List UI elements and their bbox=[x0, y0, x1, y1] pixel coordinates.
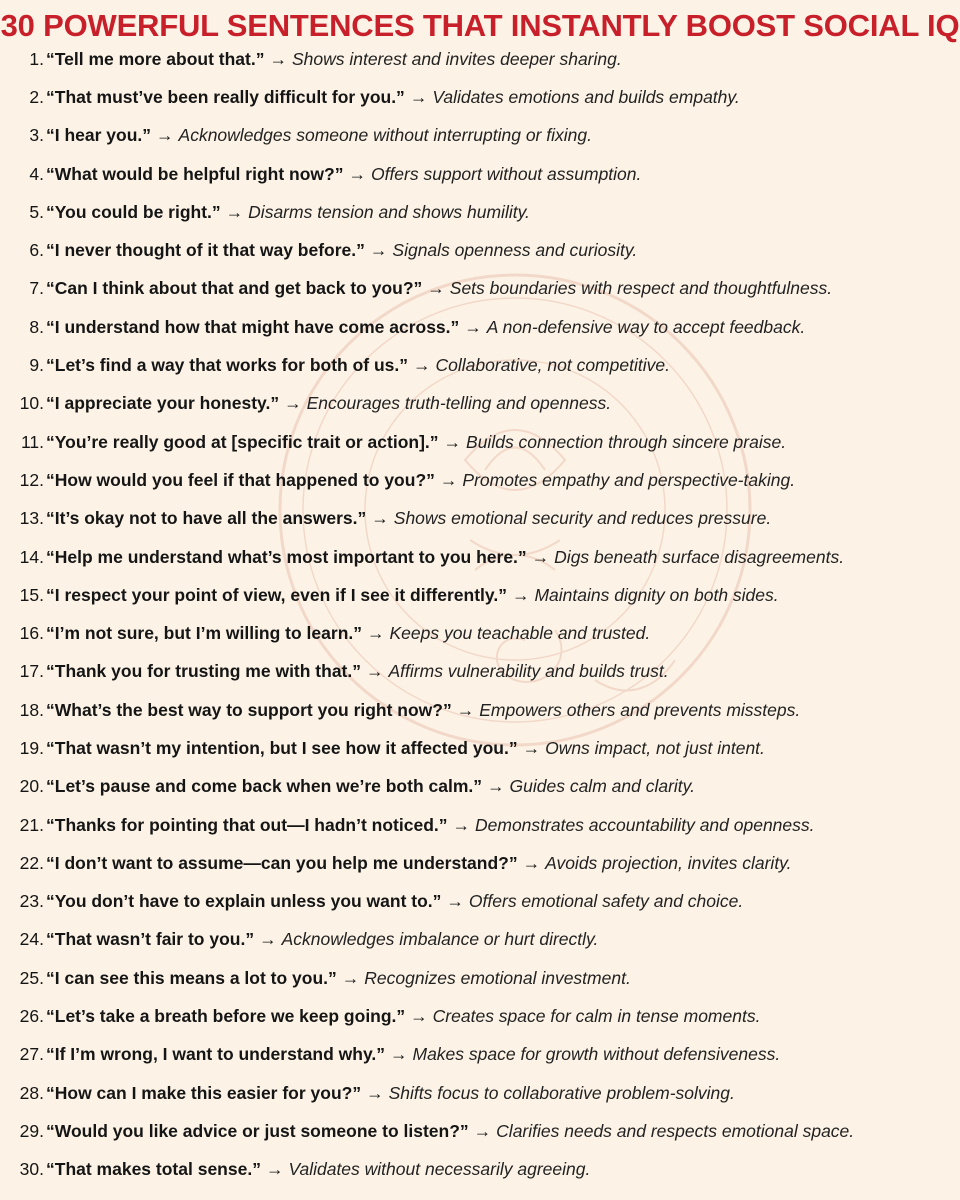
sentence-quote: “Let’s take a breath before we keep going.” bbox=[46, 1006, 406, 1027]
sentence-description: Recognizes emotional investment. bbox=[364, 967, 631, 988]
list-item bbox=[0, 1151, 960, 1189]
arrow-icon: → bbox=[390, 1044, 408, 1065]
arrow-icon: → bbox=[531, 546, 550, 567]
arrow-icon: → bbox=[427, 278, 445, 299]
item-number: 4. bbox=[29, 163, 44, 184]
list-item bbox=[0, 614, 960, 652]
sentence-quote: “I appreciate your honesty.” bbox=[46, 393, 280, 414]
sentence-quote: “I respect your point of view, even if I see it differently.” bbox=[46, 584, 507, 605]
sentence-list bbox=[0, 40, 960, 1189]
item-number: 20. bbox=[19, 776, 44, 797]
sentence-quote: “I understand how that might have come across.” bbox=[46, 316, 460, 337]
item-number: 23. bbox=[19, 891, 44, 912]
arrow-icon: → bbox=[456, 699, 475, 720]
sentence-description: Offers support without assumption. bbox=[370, 163, 642, 184]
sentence-quote: “You don’t have to explain unless you want to.” bbox=[46, 891, 442, 912]
sentence-description: Offers emotional safety and choice. bbox=[468, 891, 744, 912]
sentence-quote: “That wasn’t fair to you.” bbox=[46, 929, 255, 950]
list-item bbox=[0, 768, 960, 806]
item-number: 7. bbox=[29, 278, 44, 299]
list-item bbox=[0, 231, 960, 269]
arrow-icon: → bbox=[367, 623, 385, 644]
list-item bbox=[0, 691, 960, 729]
sentence-quote: “I never thought of it that way before.” bbox=[46, 240, 365, 261]
sentence-quote: “Thank you for trusting me with that.” bbox=[46, 661, 361, 682]
sentence-description: Maintains dignity on both sides. bbox=[534, 584, 779, 605]
item-number: 25. bbox=[19, 967, 44, 988]
arrow-icon: → bbox=[366, 1082, 384, 1103]
arrow-icon: → bbox=[522, 852, 541, 873]
list-item bbox=[0, 78, 960, 116]
list-item bbox=[0, 997, 960, 1035]
sentence-description: Disarms tension and shows humility. bbox=[248, 201, 530, 222]
arrow-icon: → bbox=[348, 163, 366, 184]
list-item bbox=[0, 461, 960, 499]
sentence-quote: “How would you feel if that happened to you?” bbox=[46, 469, 435, 490]
sentence-description: A non-defensive way to accept feedback. bbox=[486, 316, 806, 337]
list-item bbox=[0, 193, 960, 231]
list-item bbox=[0, 844, 960, 882]
list-item bbox=[0, 959, 960, 997]
arrow-icon: → bbox=[464, 316, 482, 337]
sentence-description: Digs beneath surface disagreements. bbox=[554, 546, 845, 567]
item-number: 27. bbox=[19, 1044, 44, 1065]
sentence-quote: “I can see this means a lot to you.” bbox=[46, 967, 337, 988]
arrow-icon: → bbox=[439, 469, 458, 490]
arrow-icon: → bbox=[511, 584, 530, 605]
item-number: 8. bbox=[29, 316, 44, 337]
sentence-quote: “How can I make this easier for you?” bbox=[46, 1082, 362, 1103]
item-number: 1. bbox=[29, 48, 44, 69]
sentence-quote: “I hear you.” bbox=[46, 125, 152, 146]
sentence-description: Acknowledges someone without interrupting or fixing. bbox=[178, 125, 592, 146]
arrow-icon: → bbox=[410, 1006, 428, 1027]
sentence-quote: “I don’t want to assume—can you help me understand?” bbox=[46, 852, 518, 873]
arrow-icon: → bbox=[473, 1120, 492, 1141]
sentence-quote: “If I’m wrong, I want to understand why.” bbox=[46, 1044, 385, 1065]
item-number: 9. bbox=[29, 355, 44, 376]
arrow-icon: → bbox=[284, 393, 302, 414]
arrow-icon: → bbox=[225, 201, 244, 222]
sentence-quote: “It’s okay not to have all the answers.” bbox=[46, 508, 367, 529]
arrow-icon: → bbox=[156, 125, 174, 146]
item-number: 2. bbox=[29, 86, 44, 107]
sentence-description: Promotes empathy and perspective-taking. bbox=[462, 469, 796, 490]
arrow-icon: → bbox=[522, 737, 541, 758]
item-number: 3. bbox=[29, 125, 44, 146]
item-number: 5. bbox=[29, 201, 44, 222]
item-number: 21. bbox=[19, 814, 44, 835]
sentence-description: Keeps you teachable and trusted. bbox=[389, 623, 651, 644]
sentence-quote: “What would be helpful right now?” bbox=[46, 163, 344, 184]
sentence-quote: “You could be right.” bbox=[46, 201, 221, 222]
list-item bbox=[0, 1112, 960, 1150]
item-number: 29. bbox=[19, 1120, 44, 1141]
sentence-description: Collaborative, not competitive. bbox=[435, 355, 670, 376]
list-item bbox=[0, 308, 960, 346]
sentence-description: Sets boundaries with respect and thoughtfulness. bbox=[449, 278, 833, 299]
arrow-icon: → bbox=[371, 508, 389, 529]
list-item bbox=[0, 423, 960, 461]
list-item bbox=[0, 1074, 960, 1112]
list-item bbox=[0, 538, 960, 576]
sentence-quote: “Tell me more about that.” bbox=[46, 48, 265, 69]
arrow-icon: → bbox=[369, 240, 388, 261]
item-number: 18. bbox=[19, 699, 44, 720]
arrow-icon: → bbox=[269, 48, 287, 69]
item-number: 17. bbox=[19, 661, 44, 682]
arrow-icon: → bbox=[446, 891, 464, 912]
item-number: 19. bbox=[19, 737, 44, 758]
arrow-icon: → bbox=[366, 661, 384, 682]
list-item bbox=[0, 117, 960, 155]
sentence-description: Avoids projection, invites clarity. bbox=[545, 852, 792, 873]
sentence-description: Shows interest and invites deeper sharing. bbox=[291, 48, 622, 69]
item-number: 16. bbox=[19, 623, 44, 644]
list-item bbox=[0, 729, 960, 767]
sentence-quote: “That wasn’t my intention, but I see how it affected you.” bbox=[46, 737, 518, 758]
sentence-quote: “I’m not sure, but I’m willing to learn.” bbox=[46, 623, 362, 644]
item-number: 30. bbox=[19, 1159, 44, 1180]
sentence-quote: “What’s the best way to support you right now?” bbox=[46, 699, 452, 720]
list-item bbox=[0, 921, 960, 959]
item-number: 14. bbox=[19, 546, 44, 567]
list-item bbox=[0, 653, 960, 691]
list-item bbox=[0, 270, 960, 308]
sentence-quote: “Let’s find a way that works for both of us.” bbox=[46, 355, 409, 376]
sentence-description: Creates space for calm in tense moments. bbox=[432, 1006, 761, 1027]
item-number: 6. bbox=[29, 240, 44, 261]
sentence-description: Builds connection through sincere praise. bbox=[466, 431, 787, 452]
sentence-description: Owns impact, not just intent. bbox=[545, 737, 765, 758]
sentence-description: Guides calm and clarity. bbox=[509, 776, 695, 797]
sentence-description: Makes space for growth without defensiveness. bbox=[412, 1044, 781, 1065]
list-item bbox=[0, 500, 960, 538]
item-number: 11. bbox=[20, 431, 44, 452]
sentence-description: Demonstrates accountability and openness. bbox=[475, 814, 815, 835]
item-number: 24. bbox=[19, 929, 44, 950]
arrow-icon: → bbox=[487, 776, 505, 797]
arrow-icon: → bbox=[443, 431, 462, 452]
sentence-quote: “Can I think about that and get back to you?” bbox=[46, 278, 423, 299]
sentence-description: Clarifies needs and respects emotional space. bbox=[496, 1120, 855, 1141]
arrow-icon: → bbox=[341, 967, 360, 988]
sentence-quote: “That must’ve been really difficult for you.” bbox=[46, 86, 405, 107]
list-item bbox=[0, 155, 960, 193]
sentence-quote: “Would you like advice or just someone to listen?” bbox=[46, 1120, 469, 1141]
sentence-quote: “Help me understand what’s most important to you here.” bbox=[46, 546, 527, 567]
list-item bbox=[0, 385, 960, 423]
sentence-quote: “You’re really good at [specific trait or action].” bbox=[46, 431, 439, 452]
sentence-description: Signals openness and curiosity. bbox=[392, 240, 638, 261]
sentence-description: Encourages truth-telling and openness. bbox=[306, 393, 612, 414]
sentence-description: Shows emotional security and reduces pressure. bbox=[393, 508, 772, 529]
sentence-quote: “Let’s pause and come back when we’re both calm.” bbox=[46, 776, 483, 797]
item-number: 22. bbox=[19, 852, 44, 873]
page-title: 30 POWERFUL SENTENCES THAT INSTANTLY BOOST SOCIAL IQ bbox=[0, 8, 960, 43]
list-item bbox=[0, 806, 960, 844]
list-item bbox=[0, 883, 960, 921]
sentence-description: Acknowledges imbalance or hurt directly. bbox=[281, 929, 599, 950]
sentence-description: Shifts focus to collaborative problem-solving. bbox=[388, 1082, 735, 1103]
arrow-icon: → bbox=[259, 929, 277, 950]
list-item bbox=[0, 346, 960, 384]
item-number: 26. bbox=[19, 1006, 44, 1027]
sentence-description: Empowers others and prevents missteps. bbox=[479, 699, 801, 720]
arrow-icon: → bbox=[452, 814, 470, 835]
item-number: 12. bbox=[19, 469, 44, 490]
arrow-icon: → bbox=[413, 355, 431, 376]
arrow-icon: → bbox=[265, 1159, 284, 1180]
list-item bbox=[0, 576, 960, 614]
arrow-icon: → bbox=[409, 86, 428, 107]
sentence-quote: “That makes total sense.” bbox=[46, 1159, 261, 1180]
list-item bbox=[0, 1036, 960, 1074]
sentence-description: Validates without necessarily agreeing. bbox=[288, 1159, 591, 1180]
sentence-description: Validates emotions and builds empathy. bbox=[432, 86, 740, 107]
sentence-description: Affirms vulnerability and builds trust. bbox=[388, 661, 669, 682]
list-item bbox=[0, 40, 960, 78]
sentence-quote: “Thanks for pointing that out—I hadn’t noticed.” bbox=[46, 814, 448, 835]
item-number: 10. bbox=[19, 393, 44, 414]
item-number: 15. bbox=[19, 584, 44, 605]
item-number: 28. bbox=[19, 1082, 44, 1103]
item-number: 13. bbox=[19, 508, 44, 529]
